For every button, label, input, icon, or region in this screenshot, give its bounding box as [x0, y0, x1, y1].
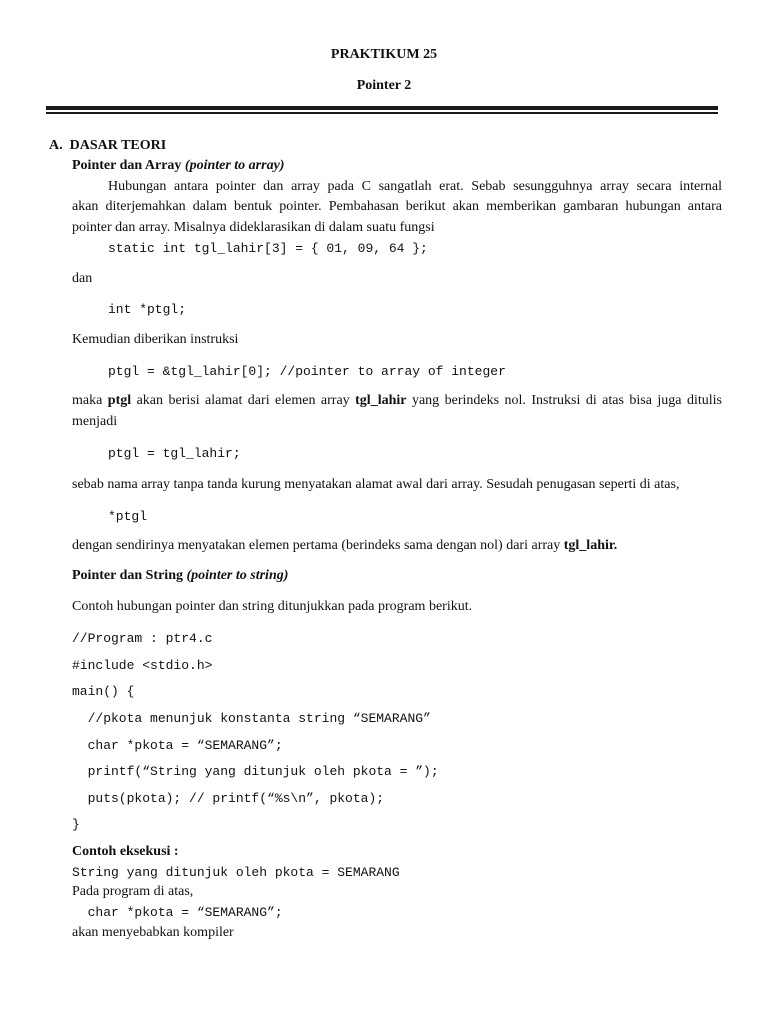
page-title: PRAKTIKUM 25	[330, 47, 438, 62]
paragraph-line: pointer dan array. Misalnya dideklarasikan di dalam suatu fungsi	[72, 220, 435, 235]
text-contoh: Contoh hubungan pointer dan string ditunjukkan pada program berikut.	[72, 599, 473, 614]
paragraph-maka: maka ptgl akan berisi alamat dari elemen array tgl_lahir yang berindeks nol. Instruksi di atas bisa juga ditulis	[72, 393, 722, 408]
program-line: printf(“String yang ditunjuk oleh pkota = ”);	[72, 764, 439, 779]
header-rule-thick	[46, 106, 718, 110]
text-pada-program: Pada program di atas,	[72, 884, 194, 899]
label-contoh-eksekusi: Contoh eksekusi :	[72, 844, 179, 859]
page-subtitle: Pointer 2	[356, 78, 412, 93]
program-line: //Program : ptr4.c	[72, 631, 213, 646]
program-line: #include <stdio.h>	[72, 658, 213, 673]
code-line: ptgl = &tgl_lahir[0]; //pointer to array of integer	[108, 364, 506, 379]
code-line: static int tgl_lahir[3] = { 01, 09, 64 };	[108, 241, 428, 256]
paragraph-line: Hubungan antara pointer dan array pada C sangatlah erat. Sebab sesungguhnya array secara internal	[108, 179, 722, 194]
section-heading: A. DASAR TEORI	[49, 138, 167, 153]
text-kemudian: Kemudian diberikan instruksi	[72, 332, 239, 347]
program-line: main() {	[72, 684, 135, 699]
execution-output: String yang ditunjuk oleh pkota = SEMARANG	[72, 865, 400, 880]
program-line: puts(pkota); // printf(“%s\n”, pkota);	[72, 791, 385, 806]
text-menjadi: menjadi	[72, 414, 118, 429]
subheading-pointer-string: Pointer dan String (pointer to string)	[72, 568, 289, 583]
program-line: }	[72, 817, 80, 832]
text-dan: dan	[72, 271, 93, 286]
code-line: *ptgl	[108, 509, 148, 524]
paragraph-line: akan diterjemahkan dalam bentuk pointer. Pembahasan berikut akan memberikan gambaran hubungan antara	[72, 199, 722, 214]
text-akan: akan menyebabkan kompiler	[72, 925, 234, 940]
text-sebab: sebab nama array tanpa tanda kurung menyatakan alamat awal dari array. Sesudah penugasan seperti di atas,	[72, 477, 680, 492]
code-line: ptgl = tgl_lahir;	[108, 446, 241, 461]
subheading-pointer-array: Pointer dan Array (pointer to array)	[72, 158, 285, 173]
text-dengan: dengan sendirinya menyatakan elemen pertama (berindeks sama dengan nol) dari array tgl_lahir.	[72, 538, 618, 553]
header-rule-thin	[46, 112, 718, 114]
program-line: //pkota menunjuk konstanta string “SEMARANG”	[72, 711, 431, 726]
code-line: int *ptgl;	[108, 302, 187, 317]
program-line: char *pkota = “SEMARANG”;	[72, 738, 283, 753]
code-line: char *pkota = “SEMARANG”;	[72, 905, 283, 920]
